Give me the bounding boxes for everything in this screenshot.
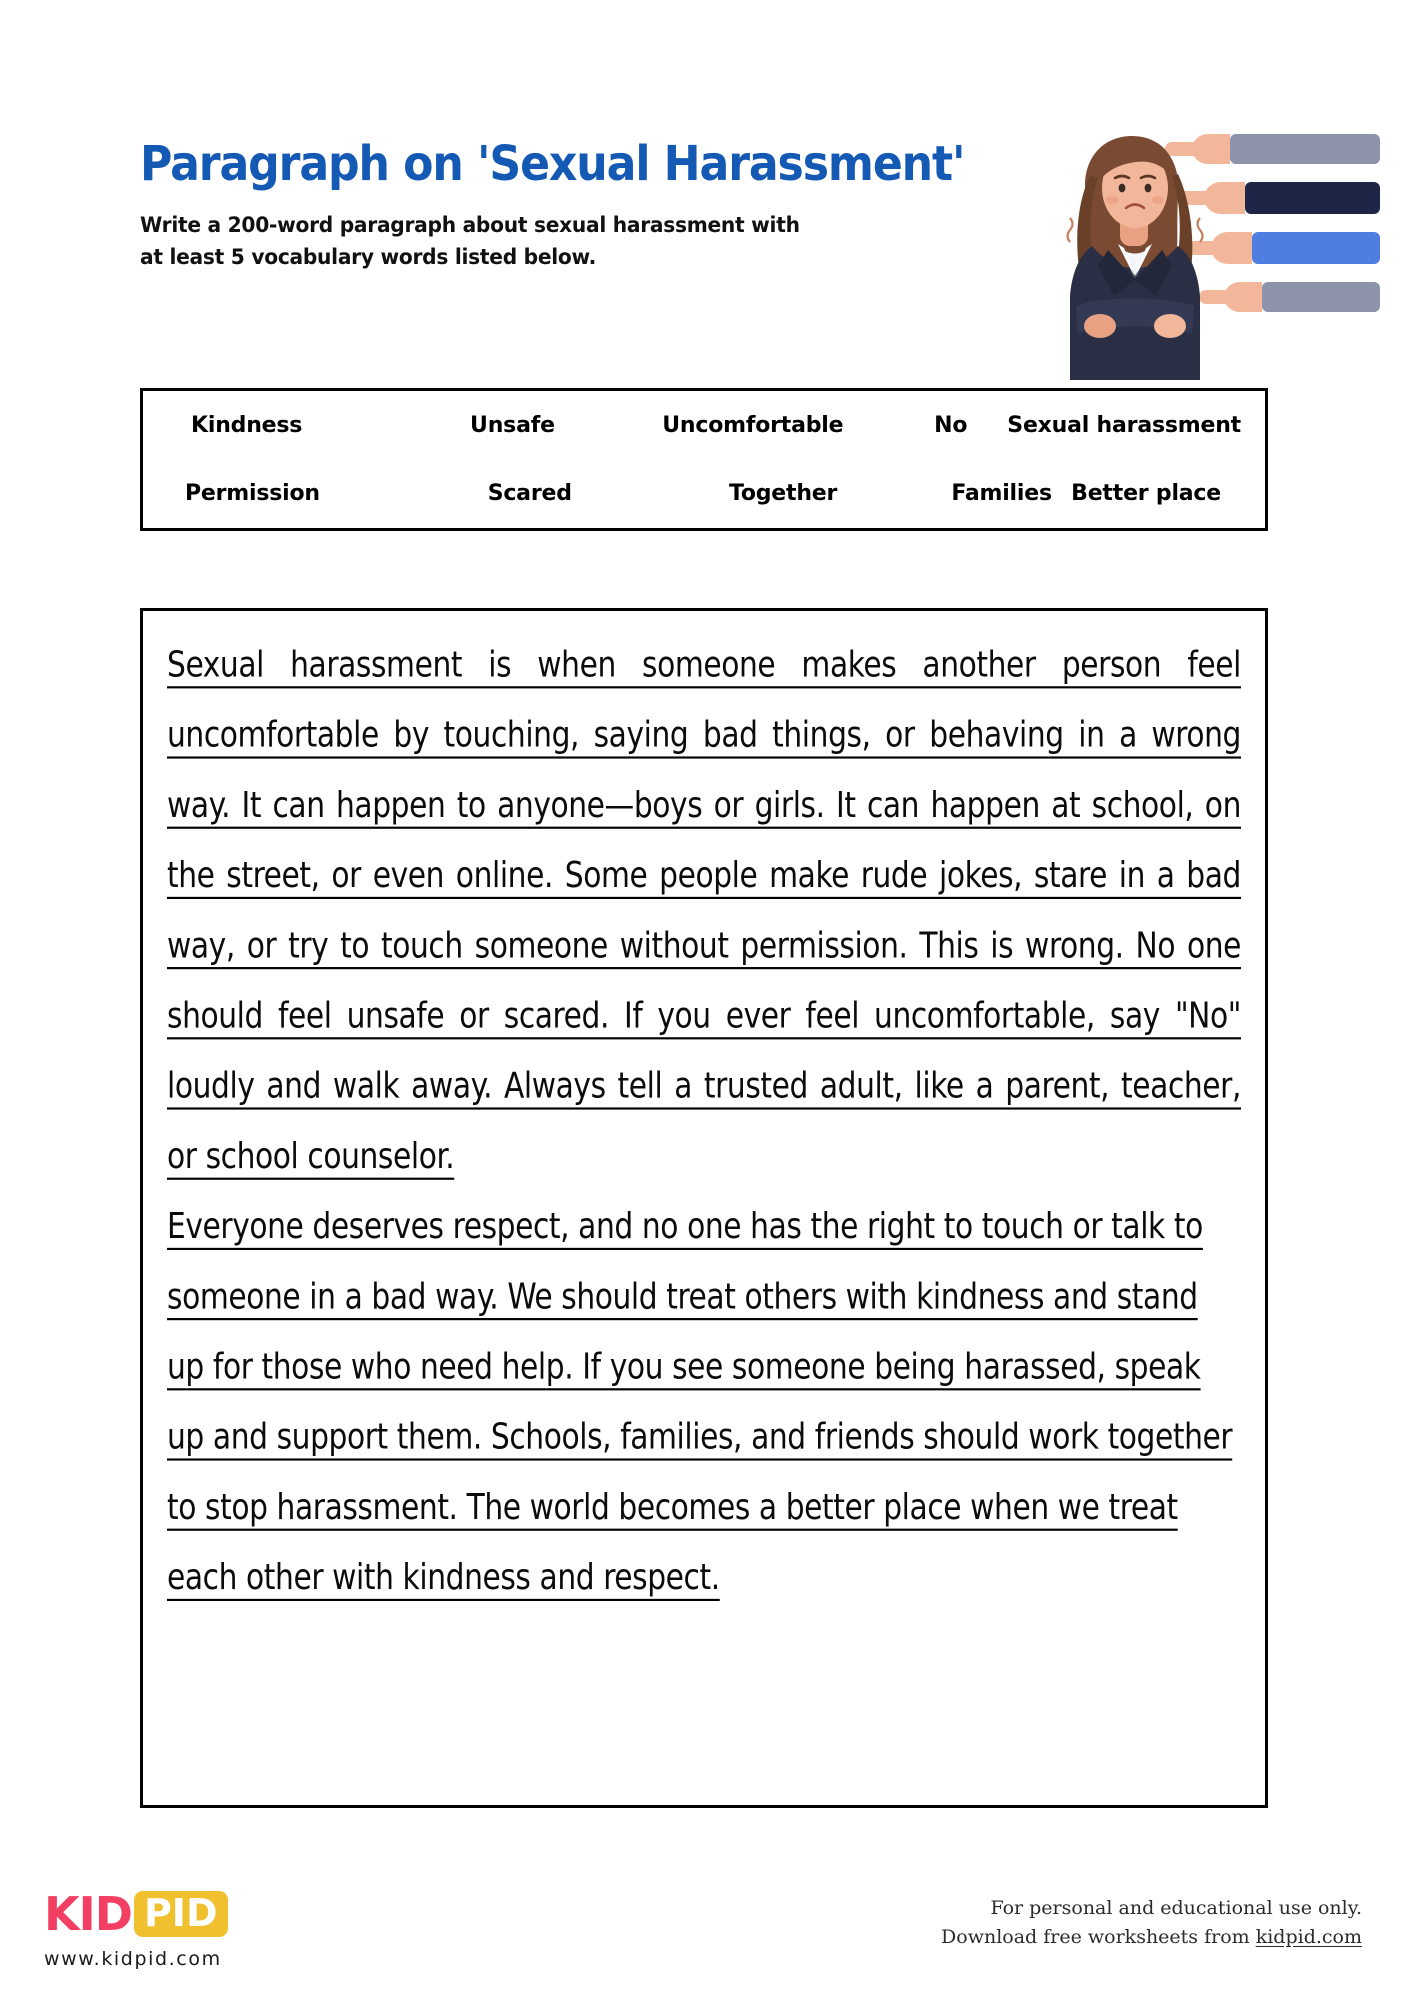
kidpid-link[interactable]: kidpid.com [1255, 1926, 1362, 1949]
page-title: Paragraph on 'Sexual Harassment' [140, 136, 965, 192]
logo-kid-text: KID [44, 1887, 132, 1941]
vocabulary-word: No [934, 412, 968, 438]
pointing-hand-icon-2 [1176, 182, 1380, 214]
vocabulary-word: Uncomfortable [662, 412, 844, 438]
footer-note-line-2 [941, 1923, 1362, 1952]
header [140, 136, 1100, 274]
vocabulary-word: Unsafe [470, 412, 555, 438]
footer-note-line-1: For personal and educational use only. [990, 1897, 1362, 1919]
vocabulary-row-1 [143, 391, 1265, 460]
logo-url: www.kidpid.com [44, 1948, 222, 1970]
pointing-hand-icon-4 [1199, 282, 1380, 312]
vocabulary-word: Scared [487, 481, 572, 507]
woman-figure [1068, 136, 1203, 380]
vocabulary-box [140, 388, 1268, 531]
woman-pointed-at-illustration [1040, 120, 1380, 380]
answer-box[interactable] [140, 608, 1268, 1808]
logo-pid-text: PID [143, 1891, 218, 1935]
vocabulary-word: Together [728, 481, 838, 507]
logo-pid-badge [134, 1891, 228, 1937]
instructions [140, 210, 1042, 274]
footer-note-prefix: Download free worksheets from [941, 1926, 1256, 1949]
vocabulary-word: Better place [1071, 481, 1221, 507]
vocabulary-row-2 [143, 460, 1265, 529]
vocabulary-word: Sexual harassment [1007, 412, 1241, 438]
vocabulary-word: Families [951, 481, 1052, 507]
footer-note [941, 1894, 1362, 1953]
instructions-line-1: Write a 200-word paragraph about sexual harassment with [140, 213, 800, 238]
answer-paragraph-2: Everyone deserves respect, and no one has the right to touch or talk to someone in a bad way. We should treat others with kindness and stand up for those who need help. If you see someone being harassed, speak up and support them. Schools, families, and friends should work together to stop harassment. The world becomes a better place when we treat each other with kindness and respect. [167, 1204, 1233, 1598]
answer-text [167, 629, 1241, 1612]
kidpid-logo[interactable] [44, 1888, 228, 1970]
instructions-line-2: at least 5 vocabulary words listed below. [140, 244, 597, 270]
logo-wordmark [44, 1888, 228, 1940]
pointing-hand-icon-1 [1165, 134, 1380, 164]
answer-paragraph-1: Sexual harassment is when someone makes another person feel uncomfortable by touching, saying bad things, or behaving in a wrong way. It can happen to anyone—boys or girls. It can happen at school, on the street, or even online. Some people make rude jokes, stare in a bad way, or try to touch someone without permission. This is wrong. No one should feel unsafe or scared. If you ever feel uncomfortable, say "No" loudly and walk away. Always tell a trusted adult, like a parent, teacher, or school counselor. [167, 643, 1241, 1177]
footer [0, 1880, 1414, 2000]
vocabulary-word: Permission [185, 481, 320, 507]
pointing-hand-icon-3 [1181, 232, 1380, 264]
vocabulary-word: Kindness [191, 412, 303, 438]
